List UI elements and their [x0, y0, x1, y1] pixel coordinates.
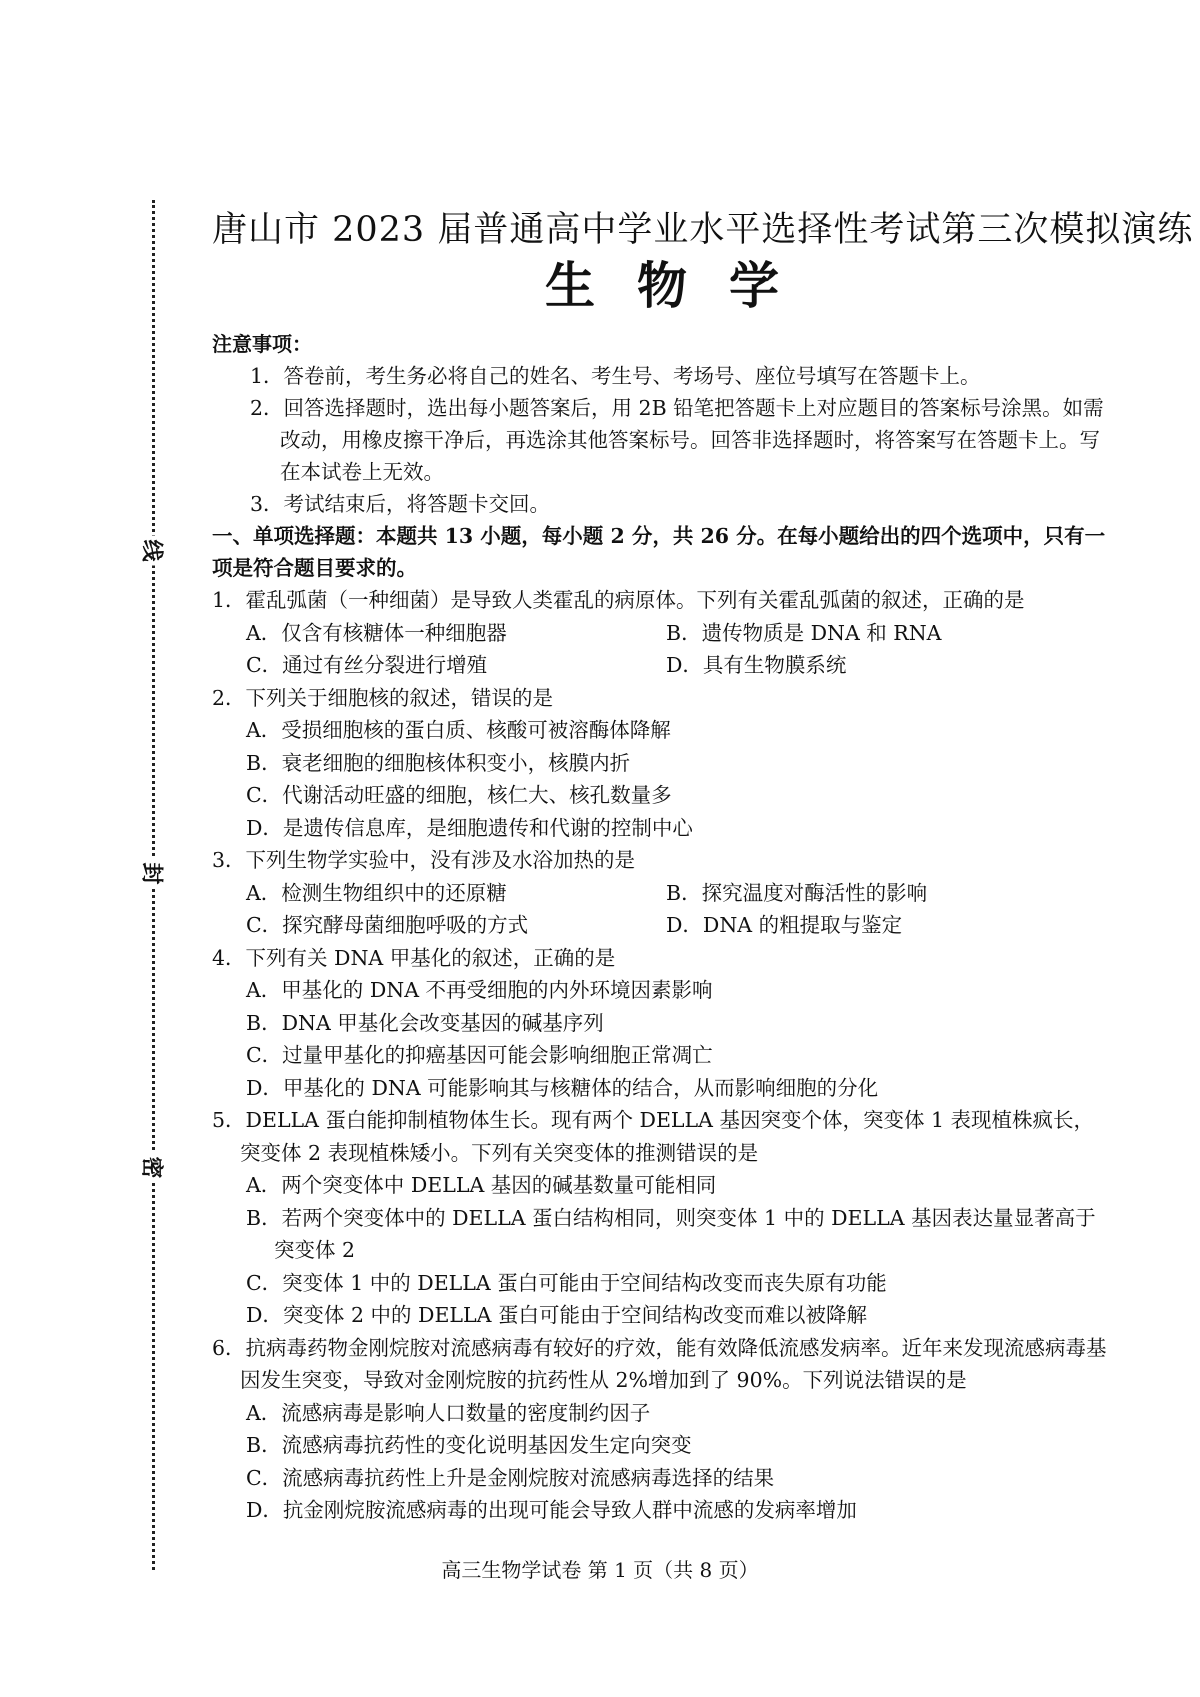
- option-b: B．若两个突变体中的 DELLA 蛋白结构相同，则突变体 1 中的 DELLA 基因表达量显著高于突变体 2: [246, 1205, 1096, 1262]
- exam-title: 唐山市 2023 届普通高中学业水平选择性考试第三次模拟演练: [212, 210, 1194, 250]
- notes-heading: 注意事项：: [212, 332, 312, 356]
- notes-block: [212, 328, 1112, 520]
- question-5: [212, 1104, 1112, 1332]
- note-item: 1．答卷前，考生务必将自己的姓名、考生号、考场号、座位号填写在答题卡上。: [250, 364, 981, 388]
- binding-char-line: 线: [138, 536, 169, 566]
- option-b: B．探究温度对酶活性的影响: [666, 880, 928, 905]
- options: [212, 877, 1112, 942]
- question-1: [212, 584, 1112, 682]
- section-heading: 一、单项选择题：本题共 13 小题，每小题 2 分，共 26 分。在每小题给出的四个选项中，只有一项是符合题目要求的。: [212, 524, 1106, 580]
- note-item: 3．考试结束后，将答题卡交回。: [250, 492, 551, 516]
- option-a: A．受损细胞核的蛋白质、核酸可被溶酶体降解: [246, 718, 671, 742]
- options: [212, 1169, 1112, 1332]
- option-a: A．甲基化的 DNA 不再受细胞的内外环境因素影响: [246, 978, 713, 1002]
- exam-page: [212, 208, 1194, 1527]
- option-a: A．仅含有核糖体一种细胞器: [246, 620, 507, 645]
- binding-char-seal: 封: [138, 859, 169, 889]
- option-c: C．代谢活动旺盛的细胞，核仁大、核孔数量多: [246, 783, 672, 807]
- question-3: [212, 844, 1112, 942]
- question-stem: 4．下列有关 DNA 甲基化的叙述，正确的是: [212, 945, 616, 970]
- option-b: B．衰老细胞的细胞核体积变小，核膜内折: [246, 750, 631, 775]
- option-b: B．DNA 甲基化会改变基因的碱基序列: [246, 1010, 604, 1035]
- option-a: A．检测生物组织中的还原糖: [246, 880, 507, 905]
- question-stem: 1．霍乱弧菌（一种细菌）是导致人类霍乱的病原体。下列有关霍乱弧菌的叙述，正确的是: [212, 588, 1025, 612]
- option-c: C．流感病毒抗药性上升是金刚烷胺对流感病毒选择的结果: [246, 1465, 775, 1490]
- question-stem: 2．下列关于细胞核的叙述，错误的是: [212, 685, 554, 710]
- option-c: C．探究酵母菌细胞呼吸的方式: [246, 913, 529, 937]
- question-6: [212, 1332, 1112, 1527]
- option-a: A．两个突变体中 DELLA 基因的碱基数量可能相同: [246, 1173, 717, 1197]
- option-d: D．突变体 2 中的 DELLA 蛋白可能由于空间结构改变而难以被降解: [246, 1303, 867, 1327]
- options: [212, 974, 1112, 1104]
- question-stem: 3．下列生物学实验中，没有涉及水浴加热的是: [212, 848, 636, 872]
- question-stem: 5．DELLA 蛋白能抑制植物体生长。现有两个 DELLA 基因突变个体，突变体 1 表现植株疯长，突变体 2 表现植株矮小。下列有关突变体的推测错误的是: [212, 1108, 1095, 1165]
- option-d: D．DNA 的粗提取与鉴定: [666, 913, 903, 937]
- option-c: C．突变体 1 中的 DELLA 蛋白可能由于空间结构改变而丧失原有功能: [246, 1270, 887, 1295]
- option-d: D．是遗传信息库，是细胞遗传和代谢的控制中心: [246, 815, 693, 840]
- binding-char-secret: 密: [138, 1153, 169, 1183]
- options: [212, 617, 1112, 682]
- option-c: C．过量甲基化的抑癌基因可能会影响细胞正常凋亡: [246, 1043, 713, 1067]
- option-a: A．流感病毒是影响人口数量的密度制约因子: [246, 1400, 651, 1425]
- option-d: D．具有生物膜系统: [666, 653, 847, 677]
- page-footer: 高三生物学试卷 第 1 页（共 8 页）: [441, 1558, 759, 1582]
- subject-title: 生物学: [545, 256, 821, 315]
- note-item: 2．回答选择题时，选出每小题答案后，用 2B 铅笔把答题卡上对应题目的答案标号涂黑。如需改动，用橡皮擦干净后，再选涂其他答案标号。回答非选择题时，将答案写在答题卡上。写在本试卷上无效。: [250, 396, 1104, 484]
- question-stem: 6．抗病毒药物金刚烷胺对流感病毒有较好的疗效，能有效降低流感发病率。近年来发现流感病毒基因发生突变，导致对金刚烷胺的抗药性从 2%增加到了 90%。下列说法错误的是: [212, 1335, 1107, 1392]
- options: [212, 714, 1112, 844]
- option-d: D．抗金刚烷胺流感病毒的出现可能会导致人群中流感的发病率增加: [246, 1498, 857, 1522]
- question-2: [212, 682, 1112, 845]
- option-c: C．通过有丝分裂进行增殖: [246, 653, 488, 677]
- option-b: B．遗传物质是 DNA 和 RNA: [666, 620, 942, 645]
- question-4: [212, 942, 1112, 1105]
- option-b: B．流感病毒抗药性的变化说明基因发生定向突变: [246, 1433, 692, 1457]
- option-d: D．甲基化的 DNA 可能影响其与核糖体的结合，从而影响细胞的分化: [246, 1075, 879, 1100]
- options: [212, 1397, 1112, 1527]
